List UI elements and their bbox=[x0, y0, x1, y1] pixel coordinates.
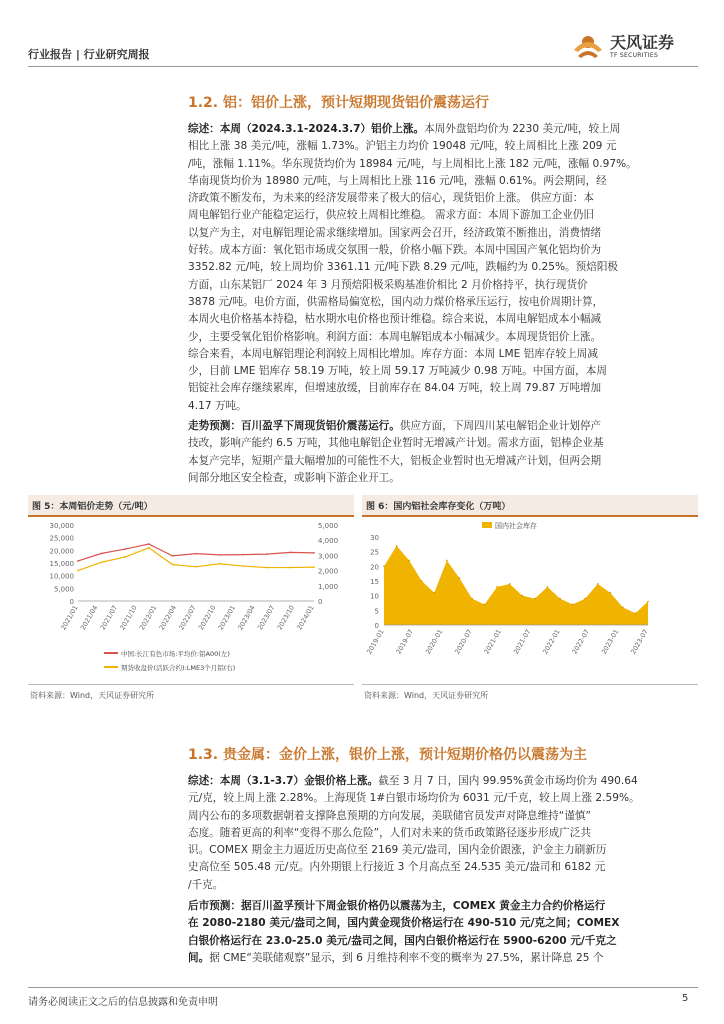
forecast-line: 本复产完毕，短期产量大幅增加的可能性不大，铝板企业暂时也无增减产计划，但两会期 bbox=[188, 454, 602, 467]
x-tick-label: 2022-01 bbox=[541, 628, 562, 656]
forecast-bold-line: 在 2080-2180 美元/盎司之间，国内黄金现货价格运行在 490-510 元/克之间；COMEX bbox=[188, 917, 620, 930]
data-point bbox=[195, 553, 197, 555]
data-point bbox=[622, 607, 624, 609]
logo-name-en: TF SECURITIES bbox=[610, 52, 659, 59]
y-right-tick-label: 2,000 bbox=[318, 567, 339, 576]
data-point bbox=[242, 554, 244, 556]
y-tick-label: 10 bbox=[370, 592, 379, 601]
data-point bbox=[266, 567, 268, 569]
x-tick-label: 2021-01 bbox=[482, 628, 504, 656]
data-point bbox=[635, 612, 637, 614]
y-left-tick-label: 15,000 bbox=[49, 560, 74, 568]
legend-label: 中国:长江有色市场:平均价:铝A00(左) bbox=[121, 650, 230, 658]
data-point bbox=[124, 556, 126, 558]
y-tick-label: 20 bbox=[370, 563, 379, 572]
y-right-tick-label: 5,000 bbox=[318, 522, 339, 530]
figure5-title: 图 5：本周铝价走势（元/吨） bbox=[32, 502, 153, 512]
data-point bbox=[313, 552, 315, 554]
x-tick-label: 2024/01 bbox=[295, 604, 316, 632]
forecast-lead: 后市预测：据百川盈孚预计下周金银价格仍以震荡为主，COMEX 黄金主力合约价格运行 bbox=[188, 900, 606, 912]
data-point bbox=[172, 555, 174, 557]
x-tick-label: 2022/07 bbox=[177, 604, 198, 632]
summary-line: 4.17 万吨。 bbox=[188, 399, 247, 412]
y-right-tick-label: 0 bbox=[318, 598, 323, 606]
data-point bbox=[459, 577, 461, 579]
figure6-chart bbox=[362, 519, 698, 683]
summary-line: 济政策不断发布，为未来的经济发展带来了极大的信心，现货铝价上涨。 供应方面：本 bbox=[188, 192, 594, 205]
data-point bbox=[77, 570, 79, 572]
data-point bbox=[172, 564, 174, 566]
y-left-tick-label: 30,000 bbox=[49, 522, 74, 530]
y-right-tick-label: 1,000 bbox=[318, 582, 339, 591]
summary-lead: 综述：本周（2024.3.1-2024.3.7）铝价上涨。 bbox=[188, 123, 425, 135]
section-1-2-forecast bbox=[188, 418, 686, 487]
y-left-tick-label: 25,000 bbox=[49, 534, 74, 543]
data-point bbox=[148, 543, 150, 545]
data-point bbox=[396, 545, 398, 547]
data-point bbox=[148, 547, 150, 549]
figure6-title-bar bbox=[362, 495, 698, 517]
forecast-line: 技改，影响产能约 6.5 万吨，其他电解铝企业暂时无增减产计划。需求方面，铝棒企业基 bbox=[188, 437, 604, 450]
summary-line: 方面，山东某铝厂 2024 年 3 月预焙阳极采购基准价相比 2 月价格持平，执行现货价 bbox=[188, 278, 588, 291]
summary-line: 以复产为主，对电解铝理论需求继续增加。国家两会召开，经济政策不断推出，消费情绪 bbox=[188, 226, 602, 239]
x-tick-label: 2022/01 bbox=[137, 604, 159, 632]
data-point bbox=[124, 548, 126, 550]
data-point bbox=[446, 560, 448, 562]
y-right-tick-label: 4,000 bbox=[318, 537, 339, 546]
header-breadcrumb: 行业报告 | 行业研究周报 bbox=[28, 48, 150, 61]
data-point bbox=[195, 566, 197, 568]
summary-line: 态度。随着更高的利率“变得不那么危险”，人们对未来的货币政策路径逐步形成广泛共 bbox=[188, 826, 591, 839]
section-1-2-title: 1.2. 铝：铝价上涨，预计短期现货铝价震荡运行 bbox=[188, 95, 489, 111]
x-tick-label: 2021/04 bbox=[78, 604, 100, 632]
data-point bbox=[266, 553, 268, 555]
forecast-line: 间部分地区安全检查，或影响下游企业开工。 bbox=[188, 471, 400, 484]
summary-line: 截至 3 月 7 日，国内 99.95%黄金市场均价为 490.64 bbox=[378, 775, 638, 787]
legend-label: 期货收盘价(活跃合约):LME3个月铝(右) bbox=[121, 664, 236, 672]
y-tick-label: 5 bbox=[374, 607, 379, 616]
data-point bbox=[484, 604, 486, 606]
data-point bbox=[408, 560, 410, 562]
data-point bbox=[242, 565, 244, 567]
summary-line: /吨，涨幅 1.11%。华东现货均价为 18984 元/吨，与上周相比上涨 182 元/吨，涨幅 0.97%。 bbox=[188, 157, 637, 170]
forecast-line: 供应方面，下周四川某电解铝企业计划停产 bbox=[399, 420, 602, 432]
logo-mark-icon bbox=[568, 28, 608, 64]
summary-line: 3352.82 元/吨，较上周均价 3361.11 元/吨下跌 8.29 元/吨，跌幅约为 0.25%。预焙阳极 bbox=[188, 261, 619, 274]
figure6-divider bbox=[362, 684, 698, 685]
summary-line: 本周外盘铝均价为 2230 美元/吨，较上周 bbox=[424, 123, 621, 135]
data-point bbox=[547, 586, 549, 588]
data-point bbox=[597, 583, 599, 585]
data-point bbox=[101, 552, 103, 554]
page-number: 5 bbox=[682, 993, 689, 1004]
figure5-chart bbox=[28, 519, 354, 683]
data-point bbox=[290, 551, 292, 553]
x-tick-label: 2021/07 bbox=[98, 604, 120, 632]
x-tick-label: 2021/01 bbox=[59, 604, 80, 632]
data-point bbox=[77, 560, 79, 562]
summary-line: 识。COMEX 期金主力逼近历史高位至 2169 美元/盎司，国内金价跟涨，沪金主力刷新历 bbox=[188, 844, 607, 857]
data-point bbox=[471, 598, 473, 600]
section-1-3-summary bbox=[188, 773, 686, 894]
y-tick-label: 15 bbox=[370, 578, 379, 586]
summary-line: 3878 元/吨。电价方面，供需格局偏宽松，国内动力煤价格承压运行，按电价周期计算， bbox=[188, 295, 604, 308]
data-point bbox=[219, 563, 221, 565]
x-tick-label: 2022/04 bbox=[157, 604, 179, 632]
summary-line: 元/克，较上周上涨 2.28%。上海现货 1#白银市场均价为 6031 元/千克，较上周上涨 2.59%。 bbox=[188, 792, 640, 805]
data-point bbox=[313, 566, 315, 568]
x-tick-label: 2020-07 bbox=[453, 628, 474, 656]
series-line bbox=[78, 544, 314, 561]
x-tick-label: 2021/10 bbox=[118, 604, 139, 632]
y-left-tick-label: 10,000 bbox=[49, 572, 74, 581]
footer-divider bbox=[28, 987, 698, 988]
data-point bbox=[101, 561, 103, 563]
y-tick-label: 30 bbox=[370, 534, 379, 542]
x-tick-label: 2020-01 bbox=[423, 628, 445, 656]
x-tick-label: 2019-01 bbox=[365, 628, 386, 656]
data-point bbox=[496, 586, 498, 588]
y-tick-label: 0 bbox=[374, 622, 379, 630]
figure6-source: 资料来源：Wind，天风证券研究所 bbox=[364, 691, 489, 700]
summary-line: 史高位至 505.48 元/克。内外期银上行接近 3 个月高点至 24.535 美元/盎司和 6182 元 bbox=[188, 861, 606, 874]
forecast-bold-line: 白银价格运行在 23.0-25.0 美元/盎司之间，国内白银价格运行在 5900-6200 元/千克之 bbox=[188, 934, 617, 947]
data-point bbox=[521, 595, 523, 597]
logo bbox=[568, 28, 708, 64]
data-point bbox=[559, 598, 561, 600]
y-left-tick-label: 0 bbox=[69, 598, 74, 606]
legend-swatch bbox=[482, 522, 492, 528]
summary-line: 好转。成本方面：氧化铝市场成交氛围一般，价格小幅下跌。本周中国国产氧化铝均价为 bbox=[188, 244, 602, 257]
data-point bbox=[433, 592, 435, 594]
x-tick-label: 2023/01 bbox=[216, 604, 238, 632]
x-tick-label: 2023-07 bbox=[629, 628, 650, 656]
summary-line: 周内公布的多项数据朝着支撑降息预期的方向发展，美联储官员发声对降息维持“谨慎” bbox=[188, 809, 591, 822]
data-point bbox=[572, 604, 574, 606]
x-tick-label: 2023/10 bbox=[275, 604, 297, 632]
legend-label: 国内社会库存 bbox=[495, 522, 537, 530]
figure5-title-bar bbox=[28, 495, 354, 517]
data-point bbox=[219, 554, 221, 556]
x-tick-label: 2022/10 bbox=[196, 604, 218, 632]
x-tick-label: 2021-07 bbox=[511, 628, 533, 656]
forecast-last-bold: 间。 bbox=[188, 951, 210, 964]
forecast-last-normal: 据 CME“美联储观察”显示，到 6 月维持利率不变的概率为 27.5%，累计降息 25 个 bbox=[209, 951, 604, 964]
footer-disclaimer: 请务必阅读正文之后的信息披露和免责申明 bbox=[28, 997, 218, 1008]
header-divider bbox=[28, 66, 698, 67]
data-point bbox=[534, 598, 536, 600]
summary-line: 铝锭社会库存继续累库，但增速放缓，目前库存在 84.04 万吨，较上周 79.87 万吨增加 bbox=[188, 382, 602, 395]
figure6-title: 图 6：国内铝社会库存变化（万吨） bbox=[366, 502, 511, 512]
x-tick-label: 2023/07 bbox=[255, 604, 277, 632]
summary-line: 少，主要受氧化铝价格影响。利润方面：本周电解铝成本小幅减少。本周现货铝价上涨。 bbox=[188, 330, 602, 343]
data-point bbox=[383, 566, 385, 568]
data-point bbox=[290, 567, 292, 569]
x-tick-label: 2022-07 bbox=[570, 628, 592, 656]
summary-line: 相比上涨 38 美元/吨，涨幅 1.73%。沪铝主力均价 19048 元/吨，较上周相比上涨 209 元 bbox=[188, 140, 617, 153]
y-left-tick-label: 5,000 bbox=[53, 585, 74, 594]
x-tick-label: 2019-07 bbox=[394, 628, 416, 656]
figure5-source: 资料来源：Wind，天风证券研究所 bbox=[30, 691, 155, 700]
data-point bbox=[584, 598, 586, 600]
data-point bbox=[609, 592, 611, 594]
x-tick-label: 2023/04 bbox=[236, 604, 257, 632]
data-point bbox=[509, 583, 511, 585]
summary-line: 综合来看，本周电解铝理论利润较上周相比增加。库存方面：本周 LME 铝库存较上周减 bbox=[188, 347, 598, 360]
summary-line: 华南现货均价为 18980 元/吨，与上周相比上涨 116 元/吨，涨幅 0.61%。两会期间，经 bbox=[188, 174, 607, 187]
data-point bbox=[647, 601, 649, 603]
forecast-lead: 走势预测：百川盈孚下周现货铝价震荡运行。 bbox=[188, 420, 400, 432]
figure5-divider bbox=[28, 684, 354, 685]
section-1-2-summary bbox=[188, 121, 686, 415]
y-tick-label: 25 bbox=[370, 548, 379, 557]
y-right-tick-label: 3,000 bbox=[318, 552, 339, 561]
y-left-tick-label: 20,000 bbox=[49, 547, 74, 556]
summary-line: /千克。 bbox=[188, 878, 224, 891]
logo-name-cn: 天风证券 bbox=[610, 33, 675, 52]
summary-lead: 综述：本周（3.1-3.7）金银价格上涨。 bbox=[188, 775, 379, 787]
data-point bbox=[421, 580, 423, 582]
summary-line: 周电解铝行业产能稳定运行，供应较上周相比维稳。 需求方面：本周下游加工企业仍旧 bbox=[188, 209, 594, 222]
area-fill bbox=[384, 546, 648, 625]
x-tick-label: 2023-01 bbox=[599, 628, 621, 656]
summary-line: 少，目前 LME 铝库存 58.19 万吨，较上周 59.17 万吨减少 0.98 万吨。中国方面，本周 bbox=[188, 365, 607, 378]
section-1-3-forecast bbox=[188, 898, 686, 967]
section-1-3-title: 1.3. 贵金属：金价上涨，银价上涨，预计短期价格仍以震荡为主 bbox=[188, 747, 587, 763]
summary-line: 本周火电价格基本持稳，枯水期水电价格也预计维稳。综合来说，本周电解铝成本小幅减 bbox=[188, 313, 602, 326]
